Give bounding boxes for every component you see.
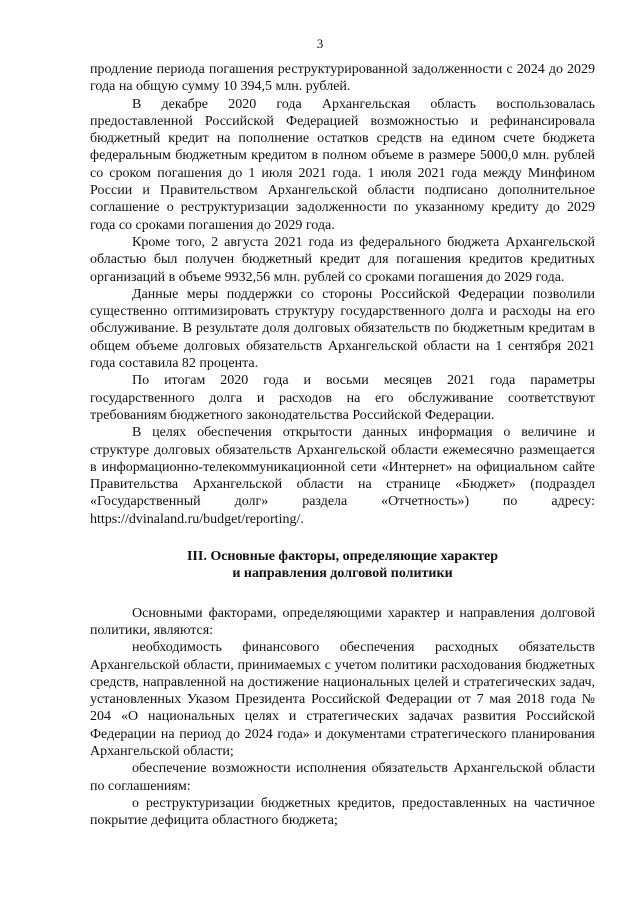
paragraph: В декабре 2020 года Архангельская область воспользовалась предоставленной Российской Федерацией возможностью и рефинансировала бюджетный кредит на пополнение остатков средств на едином счете бюджета федеральным бюджетным кредитом в полном объеме в размере 5000,0 млн. рублей со сроком погашения до 1 июля 2021 года. 1 июля 2021 года между Минфином России и Правительством Архангельской области подписано дополнительное соглашение о реструктуризации задолженности по указанному кредиту до 2029 года со сроками погашения до 2029 года. [90,96,595,233]
paragraph: Данные меры поддержки со стороны Российской Федерации позволили существенно оптимизировать структуру государственного долга и расходы на его обслуживание. В результате доля долговых обязательств по бюджетным кредитам в общем объеме долговых обязательств Архангельской области на 1 сентября 2021 года составила 82 процента. [90,286,595,372]
page-number: 3 [316,36,324,51]
document-body [90,61,595,829]
paragraph: о реструктуризации бюджетных кредитов, предоставленных на частичное покрытие дефицита областного бюджета; [90,795,595,829]
paragraph: обеспечение возможности исполнения обязательств Архангельской области по соглашениям: [90,761,595,794]
section-heading-line: III. Основные факторы, определяющие характер [186,549,499,565]
section-heading-line: и направления долговой политики [232,566,453,582]
paragraph: По итогам 2020 года и восьми месяцев 2021 года параметры государственного долга и расходов на его обслуживание соответствуют требованиям бюджетного законодательства Российской Федерации. [90,373,595,423]
paragraph: В целях обеспечения открытости данных информация о величине и структуре долговых обязательств Архангельской области ежемесячно размещается в информационно-телекоммуникационной сети «Интернет» на официальном сайте Правительства Архангельской области на странице «Бюджет» (подраздел «Государственный долг» раздела «Отчетность») по адресу: https://dvinaland.ru/budget/reporting/. [90,425,595,527]
section-heading [90,548,595,583]
paragraph: Кроме того, 2 августа 2021 года из федерального бюджета Архангельской областью был получен бюджетный кредит для погашения кредитов кредитных организаций в объеме 9932,56 млн. рублей со сроками погашения до 2029 года. [90,234,595,285]
paragraph: продление периода погашения реструктурированной задолженности с 2024 до 2029 года на общую сумму 10 394,5 млн. рублей. [90,62,595,95]
paragraph: необходимость финансового обеспечения расходных обязательств Архангельской области, принимаемых с учетом политики расходования бюджетных средств, направленной на достижение национальных целей и стратегических задач, установленных Указом Президента Российской Федерации от 7 мая 2018 года № 204 «О национальных целях и стратегических задачах развития Российской Федерации на период до 2024 года» и документами стратегического планирования Архангельской области; [90,640,595,759]
paragraph: Основными факторами, определяющими характер и направления долговой политики, являются: [90,605,595,638]
